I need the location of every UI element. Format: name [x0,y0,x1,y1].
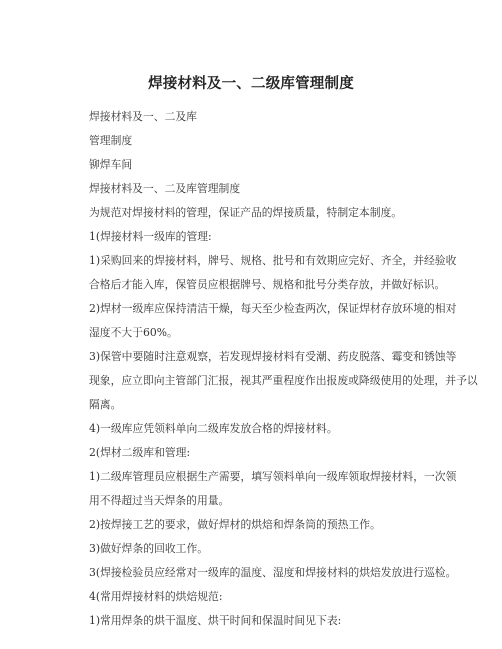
paragraph [89,345,478,417]
paragraph [89,129,419,153]
paragraph-line: 2)焊材一级库应保持清洁干燥，每天至少检查两次，保证焊材存放环境的相对 [89,302,457,315]
paragraph-line: 1)常用焊条的烘干温度、烘干时间和保温时间见下表: [89,614,342,627]
paragraph [89,105,419,129]
paragraph [89,441,419,465]
paragraph-line: 为规范对焊接材料的管理，保证产品的焊接质量，特制定本制度。 [89,206,403,219]
paragraph [89,609,419,633]
document-title: 焊接材料及一、二级库管理制度 [148,76,354,92]
paragraph [89,153,419,177]
paragraph [89,585,419,609]
paragraph-line: 4(常用焊接材料的烘焙规范: [89,590,223,603]
paragraph [89,297,457,345]
paragraph [89,537,419,561]
paragraph-line: 用不得超过当天焊条的用量。 [89,494,230,507]
paragraph-line: 2)按焊接工艺的要求，做好焊材的烘焙和焊条筒的预热工作。 [89,518,381,531]
paragraph-line: 1(焊接材料一级库的管理: [89,230,212,243]
paragraph-line: 4)一级库应凭领料单向二级库发放合格的焊接材料。 [89,422,338,435]
paragraph-line: 3(焊接检验员应经常对一级库的温度、湿度和焊接材料的烘焙发放进行巡检。 [89,566,457,579]
paragraph-line: 焊接材料及一、二及库管理制度 [89,182,241,195]
paragraph [89,249,457,297]
paragraph [89,177,419,201]
paragraph-line: 3)保管中要随时注意观察，若发现焊接材料有受潮、药皮脱落、霉变和锈蚀等 [89,350,457,363]
paragraph [89,513,419,537]
paragraph-line: 焊接材料及一、二及库 [89,110,197,123]
paragraph [89,465,457,513]
paragraph-line: 1)采购回来的焊接材料，牌号、规格、批号和有效期应完好、齐全，并经验收 [89,254,457,267]
paragraph-line: 1)二级库管理员应根据生产需要，填写领料单向一级库领取焊接材料，一次领 [89,470,457,483]
paragraph [89,201,419,225]
paragraph [89,225,419,249]
paragraph-line: 隔离。 [89,398,122,411]
paragraph [89,561,457,585]
document-body [89,105,478,633]
paragraph [89,417,419,441]
paragraph-line: 管理制度 [89,134,133,147]
paragraph-line: 2(焊材二级库和管理: [89,446,191,459]
paragraph-line: 铆焊车间 [89,158,133,171]
paragraph-line: 现象，应立即向主管部门汇报，视其严重程度作出报废或降级使用的处理，并予以 [89,374,478,387]
paragraph-line: 合格后才能入库，保管员应根据牌号、规格和批号分类存放，并做好标识。 [89,278,446,291]
paragraph-line: 3)做好焊条的回收工作。 [89,542,209,555]
paragraph-line: 湿度不大于60%。 [89,326,178,339]
